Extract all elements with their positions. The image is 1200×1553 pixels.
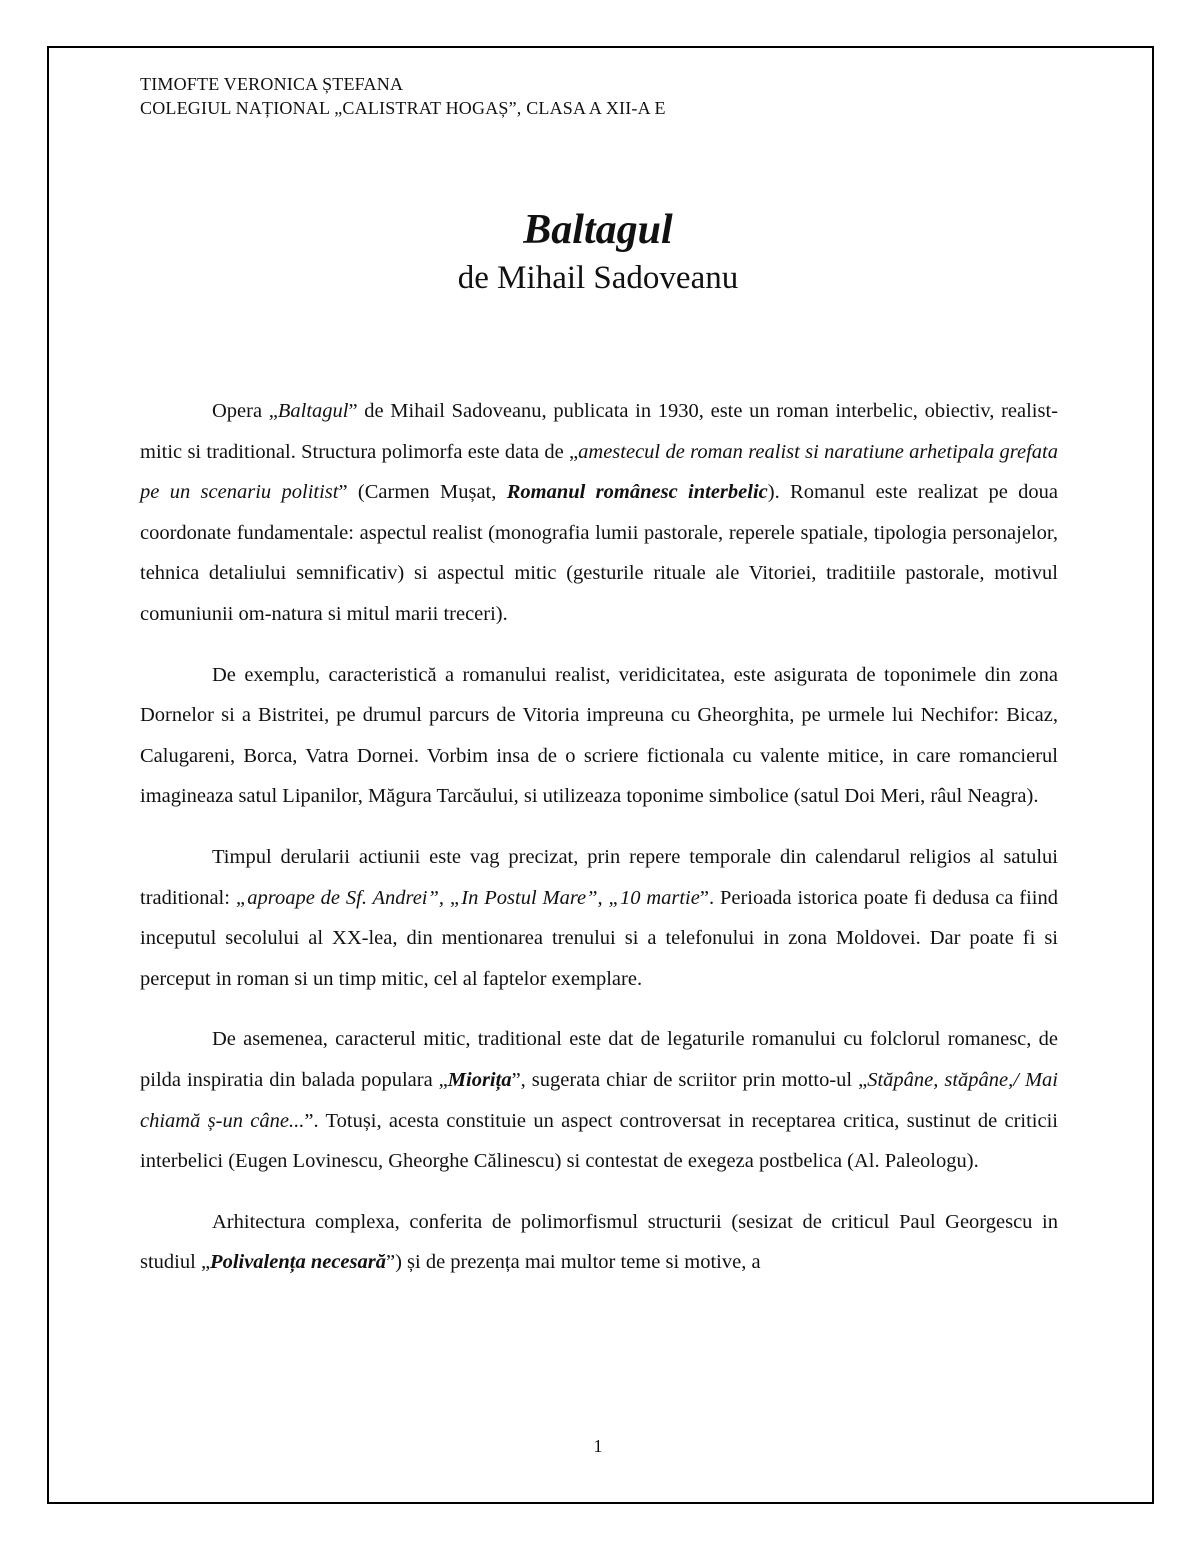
text-run: ”) și de prezența mai multor teme si motive, a xyxy=(385,1251,761,1274)
paragraph-5 xyxy=(140,1202,1058,1283)
document-subtitle: de Mihail Sadoveanu xyxy=(457,260,739,296)
text-run: De exemplu, caracteristică a romanului realist, veridicitatea, este asigurata de toponimele din zona Dornelor si a Bistritei, pe drumul parcurs de Vitoria impreuna cu Gheorghita, pe urmele lui Nechifor: Bicaz, Calugareni, Borca, Vatra Dornei. Vorbim insa de o scriere fictionala cu valente mitice, in care romancierul imagineaza satul Lipanilor, Măgura Tarcăului, si utilizeaza toponime simbolice (satul Doi Meri, râul Neagra). xyxy=(140,663,1058,808)
bold-italic-title: Romanul românesc interbelic xyxy=(506,481,768,504)
italic-run: Baltagul xyxy=(277,400,349,422)
text-run: ” de Mihail Sadoveanu, publicata in 1930, este un roman interbelic, obiectiv, realist-mitic si traditional. Structura polimorfa este data de „ xyxy=(140,400,1058,463)
text-run: ). Romanul este realizat pe doua coordonate fundamentale: aspectul realist (monografia lumii pastorale, reperele spatiale, tipologia personajelor, tehnica detaliului semnificativ) si aspectul mitic (gesturile rituale ale Vitoriei, traditiile pastorale, motivul comuniunii om-natura si mitul marii treceri). xyxy=(140,481,1058,625)
paragraph-3 xyxy=(140,837,1058,999)
paragraph-4 xyxy=(140,1019,1058,1181)
text-run: Arhitectura complexa, conferita de polimorfismul structurii (sesizat de criticul Paul Georgescu in studiul „ xyxy=(140,1210,1058,1274)
italic-quote: amestecul de roman realist si naratiune arhetipala grefata pe un scenariu politist xyxy=(140,440,1058,504)
text-run: ”. Perioada istorica poate fi dedusa ca fiind inceputul secolului al XX-lea, din mentionarea trenului si a telefonului in zona Moldovei. Dar poate fi si perceput in roman si un timp mitic, cel al faptelor exemplare. xyxy=(140,886,1058,990)
paragraph-1 xyxy=(140,391,1058,635)
text-run: ” (Carmen Mușat, xyxy=(338,481,507,504)
document-header xyxy=(140,72,666,120)
text-run: ”. Totuși, acesta constituie un aspect controversat in receptarea critica, sustinut de criticii interbelici (Eugen Lovinescu, Gheorghe Călinescu) si contestat de exegeza postbelica (Al. Paleologu). xyxy=(140,1109,1058,1173)
text-run: De asemenea, caracterul mitic, traditional este dat de legaturile romanului cu folclorul romanesc, de pilda inspiratia din balada populara „ xyxy=(140,1028,1058,1091)
page-number: 1 xyxy=(593,1436,603,1456)
text-run: Opera „ xyxy=(212,400,278,422)
bold-italic-title: Polivalența necesară xyxy=(210,1251,386,1274)
text-run: Timpul derularii actiunii este vag precizat, prin repere temporale din calendarul religios al satului traditional: xyxy=(140,845,1058,909)
italic-quote: „aproape de Sf. Andrei”, „In Postul Mare”, „10 martie xyxy=(235,886,700,909)
school-info: COLEGIUL NAȚIONAL „CALISTRAT HOGAȘ”, CLASA A XII-A E xyxy=(140,98,666,118)
text-run: ”, sugerata chiar de scriitor prin motto-ul „ xyxy=(511,1068,868,1091)
document-title: Baltagul xyxy=(523,207,673,253)
bold-italic-title: Miorița xyxy=(447,1068,512,1091)
document-body xyxy=(140,391,1058,1303)
author-name: TIMOFTE VERONICA ȘTEFANA xyxy=(140,74,404,94)
italic-quote: Stăpâne, stăpâne,/ Mai chiamă ș-un câne... xyxy=(140,1068,1059,1132)
paragraph-2 xyxy=(140,655,1058,817)
